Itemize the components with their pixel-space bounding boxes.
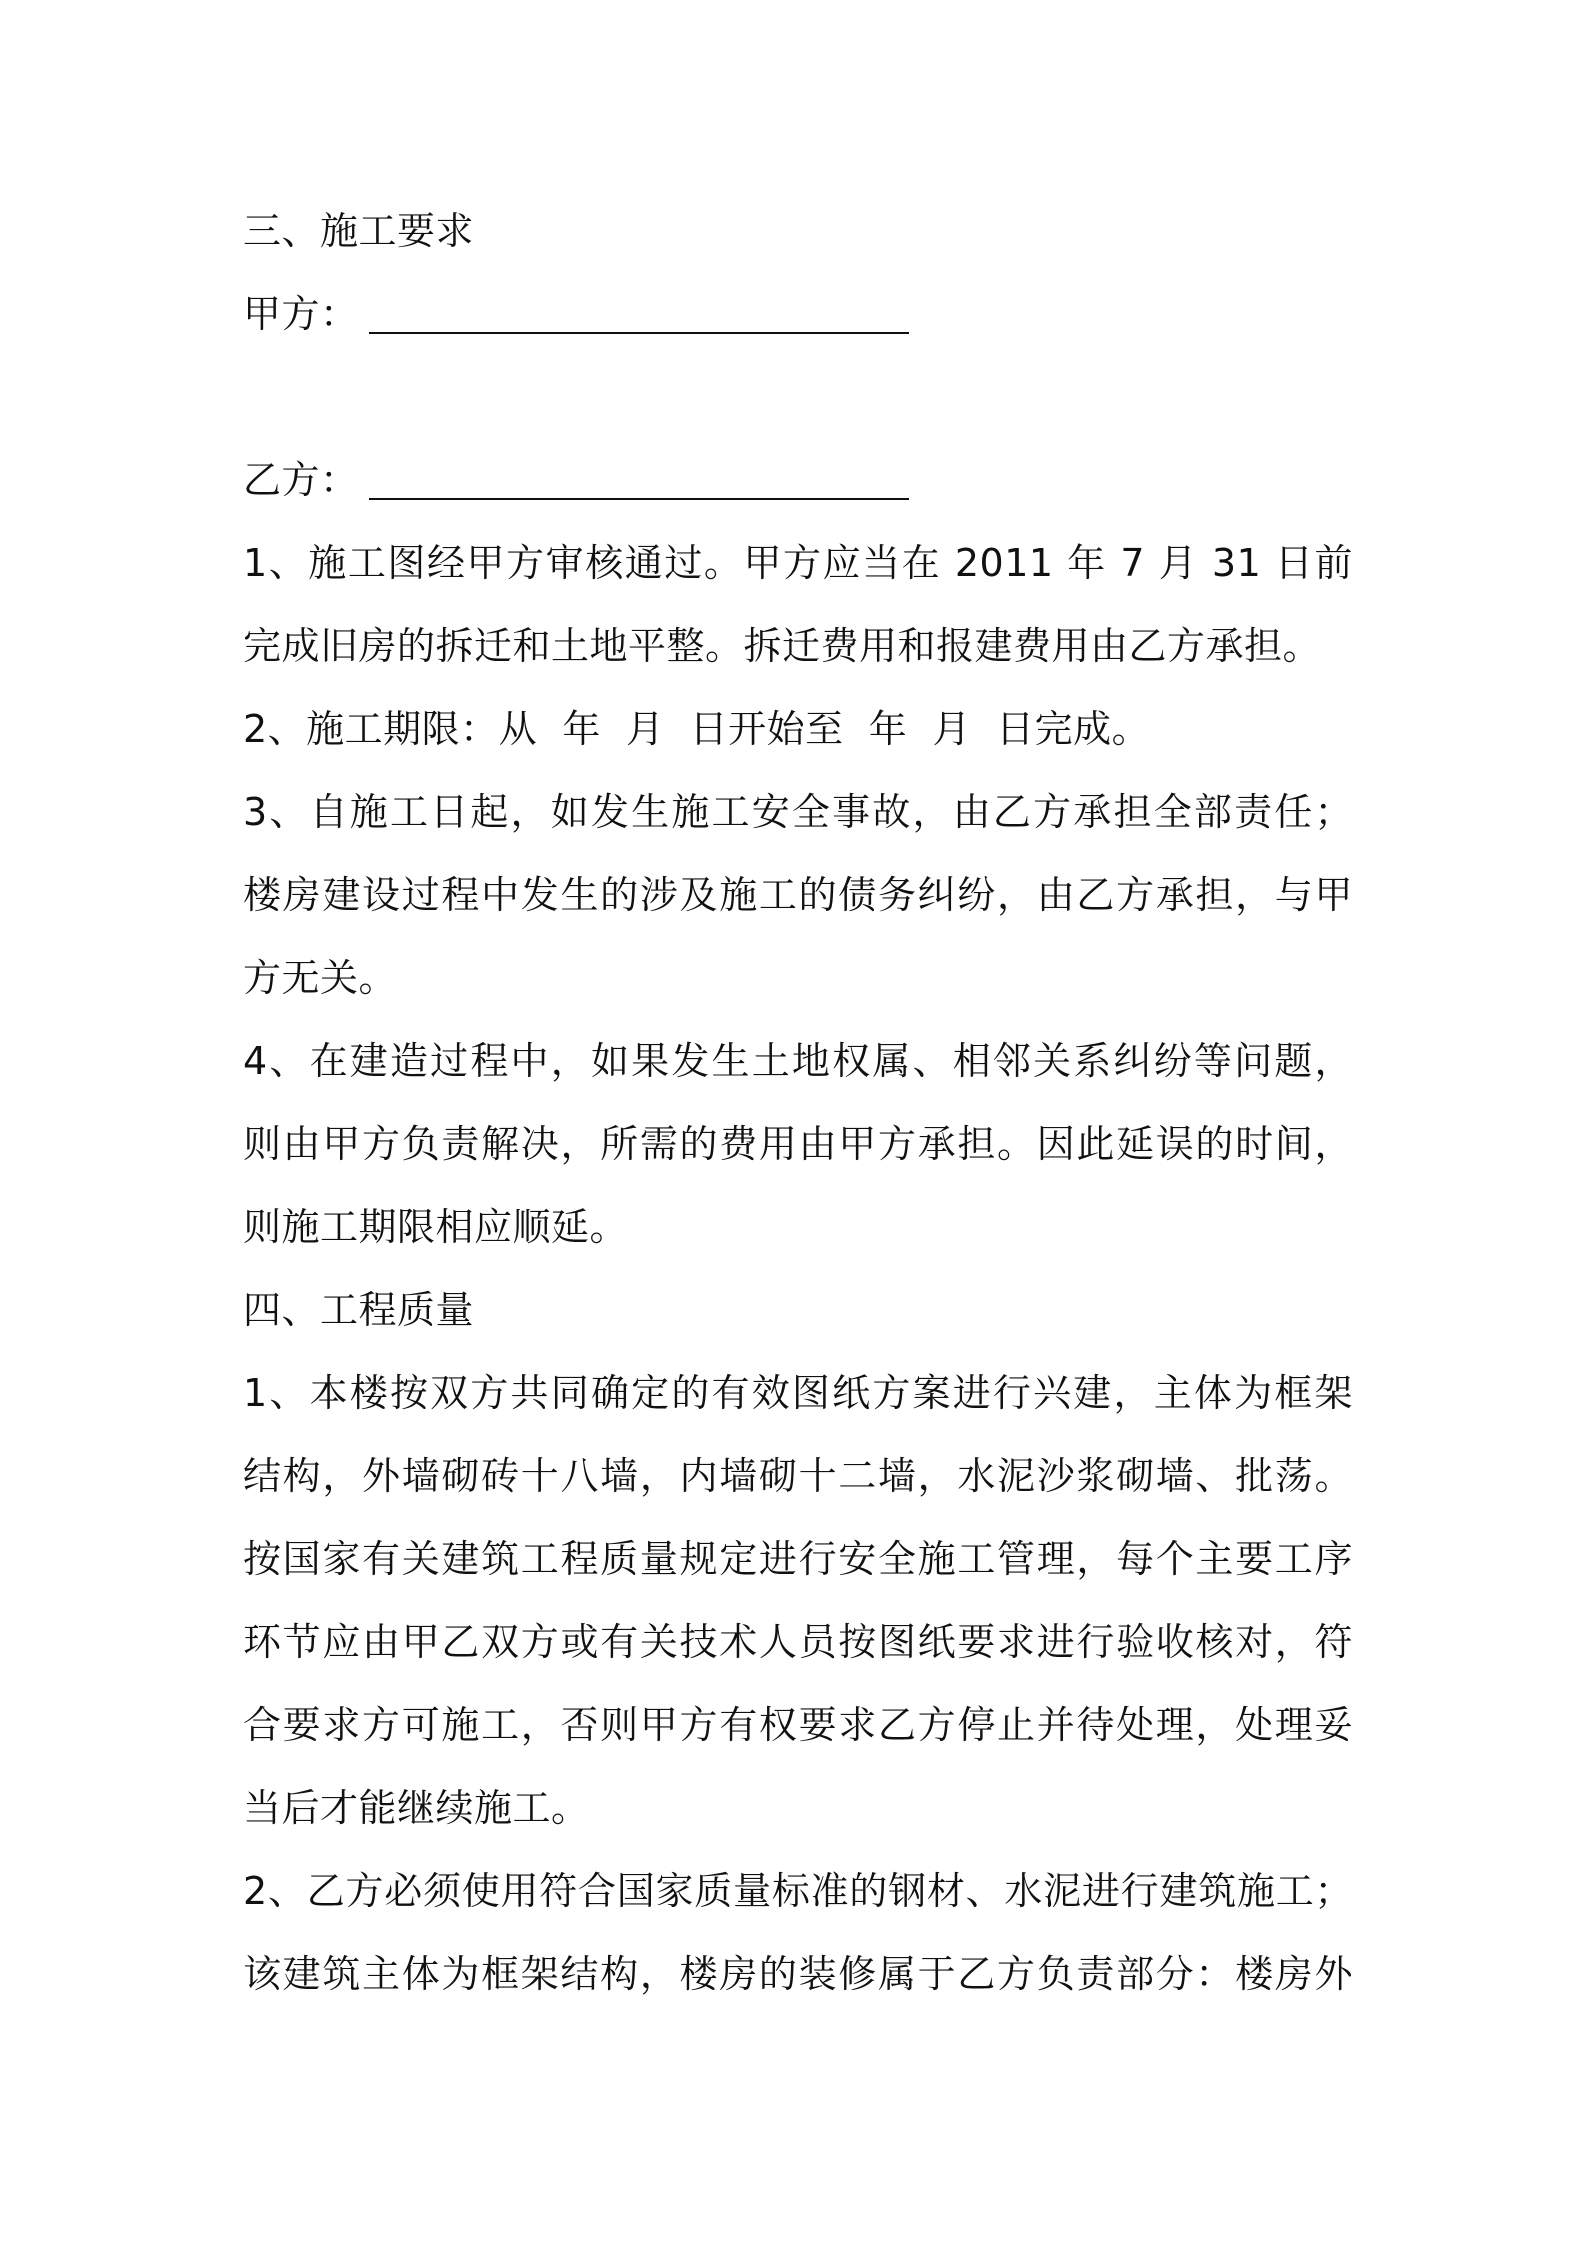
text-line: 结构，外墙砌砖十八墙，内墙砌十二墙，水泥沙浆砌墙、批荡。 — [243, 1454, 1353, 1498]
party-b-blank — [369, 498, 909, 500]
party-a-line — [243, 273, 1353, 356]
text-line: 环节应由甲乙双方或有关技术人员按图纸要求进行验收核对，符 — [243, 1620, 1353, 1664]
text-line: 3、自施工日起，如发生施工安全事故，由乙方承担全部责任； — [243, 790, 1353, 834]
text-line: 完成旧房的拆迁和土地平整。拆迁费用和报建费用由乙方承担。 — [243, 624, 1322, 668]
text-line: 2、乙方必须使用符合国家质量标准的钢材、水泥进行建筑施工； — [243, 1869, 1353, 1913]
document-body — [243, 190, 1353, 2016]
text-line: 该建筑主体为框架结构，楼房的装修属于乙方负责部分：楼房外 — [243, 1952, 1353, 1996]
text-line: 则由甲方负责解决，所需的费用由甲方承担。因此延误的时间， — [243, 1122, 1353, 1166]
text-line: 4、在建造过程中，如果发生土地权属、相邻关系纠纷等问题， — [243, 1039, 1353, 1083]
party-a-blank — [369, 332, 909, 334]
section-heading-construction-requirements: 三、施工要求 — [243, 209, 475, 253]
text-line: 按国家有关建筑工程质量规定进行安全施工管理，每个主要工序 — [243, 1537, 1353, 1581]
text-line: 方无关。 — [243, 956, 398, 1000]
party-b-line — [243, 439, 1353, 522]
text-line: 当后才能继续施工。 — [243, 1786, 590, 1830]
clause-4-2 — [243, 1850, 1353, 2016]
clause-4-1 — [243, 1352, 1353, 1850]
text-line: 则施工期限相应顺延。 — [243, 1205, 629, 1249]
text-line: 2、施工期限：从 年 月 日开始至 年 月 日完成。 — [243, 707, 1151, 751]
text-line: 合要求方可施工，否则甲方有权要求乙方停止并待处理，处理妥 — [243, 1703, 1353, 1747]
clause-3-4 — [243, 1020, 1353, 1269]
clause-3-3 — [243, 771, 1353, 1020]
spacer — [243, 356, 1353, 439]
clause-3-1 — [243, 522, 1353, 688]
party-b-label: 乙方： — [243, 458, 359, 502]
text-line: 1、施工图经甲方审核通过。甲方应当在 2011 年 7 月 31 日前 — [243, 541, 1353, 585]
party-a-label: 甲方： — [243, 292, 359, 336]
text-line: 楼房建设过程中发生的涉及施工的债务纠纷，由乙方承担，与甲 — [243, 873, 1353, 917]
text-line: 1、本楼按双方共同确定的有效图纸方案进行兴建，主体为框架 — [243, 1371, 1353, 1415]
section-heading-engineering-quality: 四、工程质量 — [243, 1288, 475, 1332]
clause-3-2 — [243, 688, 1353, 771]
